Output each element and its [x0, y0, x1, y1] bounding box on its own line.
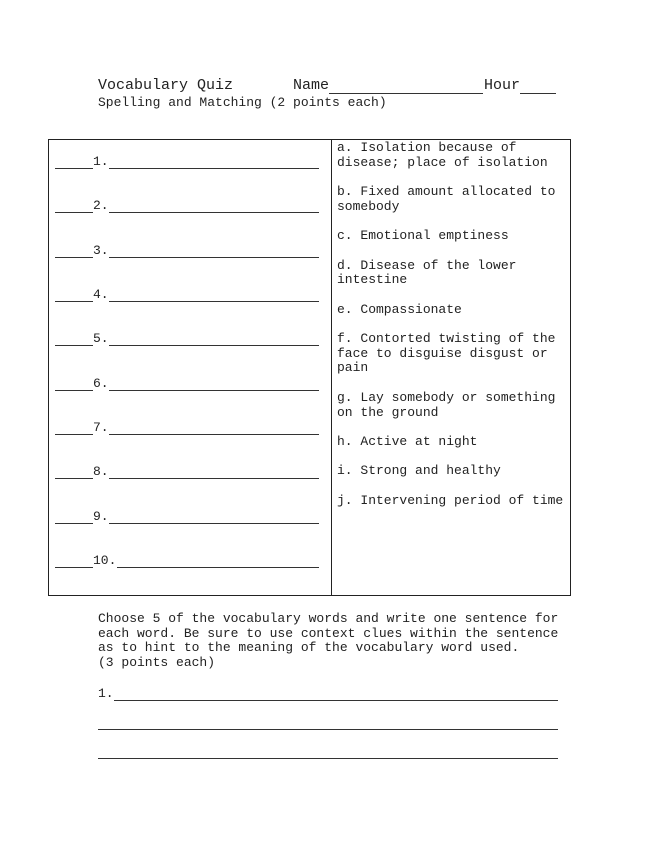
spelling-blank[interactable] [109, 212, 319, 213]
spelling-blank[interactable] [109, 390, 319, 391]
definition-item: j. Intervening period of time [337, 492, 564, 508]
spelling-blank[interactable] [109, 257, 319, 258]
hour-label: Hour [484, 77, 521, 94]
spelling-blank[interactable] [109, 301, 319, 302]
definition-item: b. Fixed amount allocated to somebody [337, 184, 556, 214]
instructions-text: Choose 5 of the vocabulary words and write one sentence for each word. Be sure to use context clues within the sentence as to hint to the meaning of the vocabulary word used. [98, 611, 559, 656]
name-field[interactable] [329, 93, 483, 94]
item-number: 10. [93, 553, 117, 568]
hour-field[interactable] [520, 93, 556, 94]
item-number: 3. [93, 243, 109, 258]
match-letter-blank[interactable] [55, 257, 93, 258]
spelling-blank[interactable] [117, 567, 319, 568]
sentence-line[interactable] [114, 700, 558, 701]
definitions-column [337, 141, 569, 523]
definition-item: e. Compassionate [337, 301, 462, 317]
spelling-blank[interactable] [109, 434, 319, 435]
spelling-blank[interactable] [109, 345, 319, 346]
item-number: 1. [93, 154, 109, 169]
item-number: 7. [93, 420, 109, 435]
table-divider [331, 139, 332, 596]
spelling-blank[interactable] [109, 478, 319, 479]
sentence-line[interactable] [98, 729, 558, 730]
match-letter-blank[interactable] [55, 567, 93, 568]
sentence-line[interactable] [98, 758, 558, 759]
match-letter-blank[interactable] [55, 212, 93, 213]
match-letter-blank[interactable] [55, 301, 93, 302]
item-number: 5. [93, 331, 109, 346]
definition-item: f. Contorted twisting of the face to disguise disgust or pain [337, 331, 556, 376]
item-number: 2. [93, 198, 109, 213]
name-label: Name [293, 77, 330, 94]
definition-item: i. Strong and healthy [337, 463, 501, 479]
match-letter-blank[interactable] [55, 168, 93, 169]
sentence-instructions [98, 612, 568, 671]
definition-item: a. Isolation because of disease; place of isolation [337, 140, 548, 170]
spelling-blank[interactable] [109, 523, 319, 524]
match-letter-blank[interactable] [55, 523, 93, 524]
quiz-title: Vocabulary Quiz [98, 77, 234, 94]
quiz-subtitle: Spelling and Matching (2 points each) [98, 95, 387, 110]
match-letter-blank[interactable] [55, 345, 93, 346]
match-letter-blank[interactable] [55, 390, 93, 391]
definition-item: g. Lay somebody or something on the ground [337, 389, 556, 420]
definition-item: d. Disease of the lower intestine [337, 257, 517, 288]
match-letter-blank[interactable] [55, 478, 93, 479]
item-number: 8. [93, 464, 109, 479]
points-note: (3 points each) [98, 655, 216, 671]
match-letter-blank[interactable] [55, 434, 93, 435]
item-number: 9. [93, 509, 109, 524]
item-number: 4. [93, 287, 109, 302]
spelling-blank[interactable] [109, 168, 319, 169]
item-number: 6. [93, 376, 109, 391]
definition-item: h. Active at night [337, 433, 478, 449]
definition-item: c. Emotional emptiness [337, 228, 509, 244]
sentence-number: 1. [98, 686, 114, 701]
